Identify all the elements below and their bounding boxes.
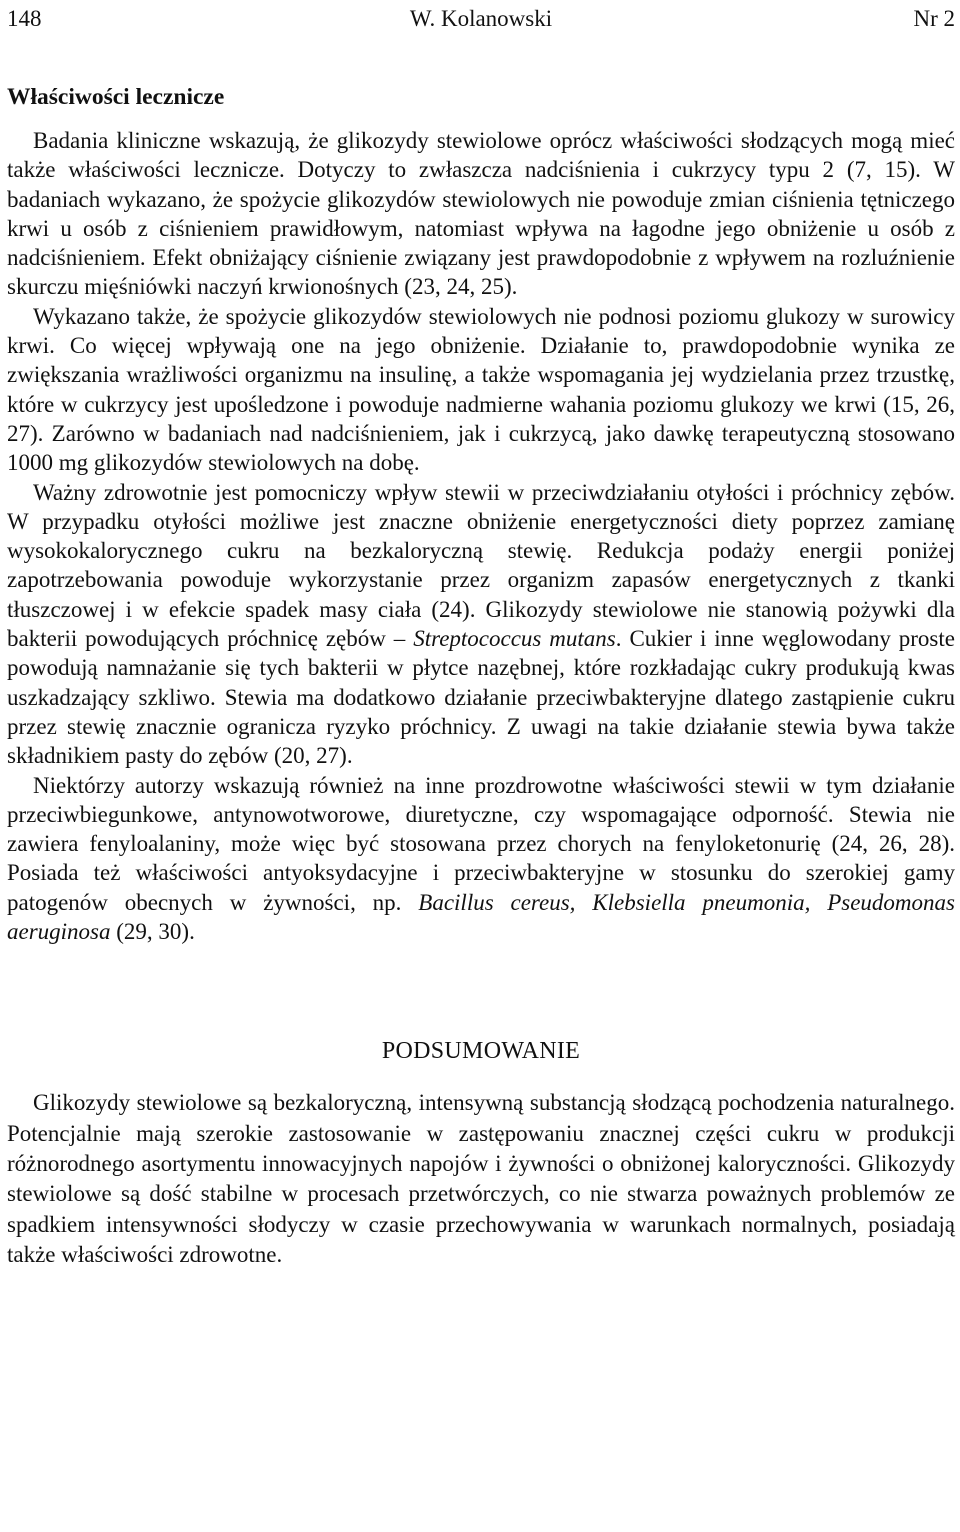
summary-paragraph bbox=[7, 1088, 955, 1270]
article-page bbox=[7, 0, 955, 1270]
species-names: Bacillus cereus, Klebsiella pneumonia, Pseudomonas aeruginosa bbox=[7, 889, 955, 945]
running-author: W. Kolanowski bbox=[409, 6, 553, 31]
text-run: Glikozydy stewiolowe są bezkaloryczną, intensywną substancją słodzącą pochodzenia naturalnego. Potencjalnie mają szerokie zastosowanie w zastępowaniu znacznej części cukru w produkcji różnorodnego asortymentu innowacyjnych napojów i żywności o obniżonej kaloryczności. Glikozydy stewiolowe są dość stabilne w procesach przetwórczych, co nie stwarza poważnych problemów ze spadkiem intensywności słodyczy w czasie przechowywania w warunkach normalnych, posiadają także właściwości zdrowotne. bbox=[7, 1090, 955, 1267]
text-run: Ważny zdrowotnie jest pomocniczy wpływ stewii w przeciwdziałaniu otyłości i próchnicy zębów. W przypadku otyłości możliwe jest znaczne obniżenie energetyczności diety poprzez zamianę wysokokalorycznego cukru na bezkaloryczną stewię. Redukcja podaży energii poniżej zapotrzebowania powoduje wykorzystanie przez organizm zapasów energetycznych z tkanki tłuszczowej i w efekcie spadek masy ciała (24). Glikozydy stewiolowe nie stanowią pożywki dla bakterii powodujących próchnicę zębów – bbox=[7, 479, 955, 652]
text-run: Niektórzy autorzy wskazują również na inne prozdrowotne właściwości stewii w tym działanie przeciwbiegunkowe, antynowotworowe, diuretyczne, czy wspomagające odporność. Stewia nie zawiera fenyloalaniny, może więc być stosowana przez chorych na fenyloketonurię (24, 26, 28). Posiada też właściwości antyoksydacyjne i przeciwbakteryjne w stosunku do szerokiej gamy patogenów obecnych w żywności, np. bbox=[7, 772, 955, 915]
body-paragraph bbox=[7, 771, 955, 947]
text-run: . Cukier i inne węglowodany proste powodują namnażanie się tych bakterii w płytce nazębnej, które rozkładając cukry produkują kwas uszkadzający szkliwo. Stewia ma dodatkowo działanie przeciwbakteryjne dlatego zastąpienie cukru przez stewię znacznie ogranicza ryzyko próchnicy. Z uwagi na takie działanie stewia bywa także składnikiem pasty do zębów (20, 27). bbox=[7, 626, 955, 769]
running-header bbox=[7, 0, 955, 38]
section-summary bbox=[7, 1036, 955, 1270]
summary-title: PODSUMOWANIE bbox=[381, 1038, 581, 1065]
body-paragraph bbox=[7, 302, 955, 478]
text-run: Wykazano także, że spożycie glikozydów stewiolowych nie podnosi poziomu glukozy w surowicy krwi. Co więcej wpływają one na jego obniżenie. Działanie to, prawdopodobnie wynika ze zwiększania wrażliwości organizmu na insulinę, a także wspomagania jej wydzielania przez trzustkę, które w cukrzycy jest upośledzone i powoduje nadmierne wahania poziomu glukozy we krwi (15, 26, 27). Zarówno w badaniach nad nadciśnieniem, jak i cukrzycą, jako dawkę terapeutyczną stosowano 1000 mg glikozydów stewiolowych na dobę. bbox=[7, 303, 955, 476]
text-run: (29, 30). bbox=[110, 919, 195, 945]
body-paragraph bbox=[7, 478, 955, 771]
issue-number: Nr 2 bbox=[913, 6, 955, 31]
section-healing-properties bbox=[7, 82, 955, 946]
page-number: 148 bbox=[7, 6, 42, 31]
species-name: Streptococcus mutans bbox=[413, 626, 616, 652]
body-paragraph bbox=[7, 126, 955, 302]
text-run: Badania kliniczne wskazują, że glikozydy stewiolowe oprócz właściwości słodzących mogą mieć także właściwości lecznicze. Dotyczy to zwłaszcza nadciśnienia i cukrzycy typu 2 (7, 15). W badaniach wykazano, że spożycie glikozydów stewiolowych nie powoduje zmian ciśnienia tętniczego krwi u osób z ciśnieniem prawidłowym, natomiast wpływa na łagodne jego obniżenie u osób z nadciśnieniem. Efekt obniżający ciśnienie związany jest prawdopodobnie z wpływem na rozluźnienie skurczu mięśniówki naczyń krwionośnych (23, 24, 25). bbox=[7, 128, 955, 300]
section-title: Właściwości lecznicze bbox=[7, 84, 225, 110]
